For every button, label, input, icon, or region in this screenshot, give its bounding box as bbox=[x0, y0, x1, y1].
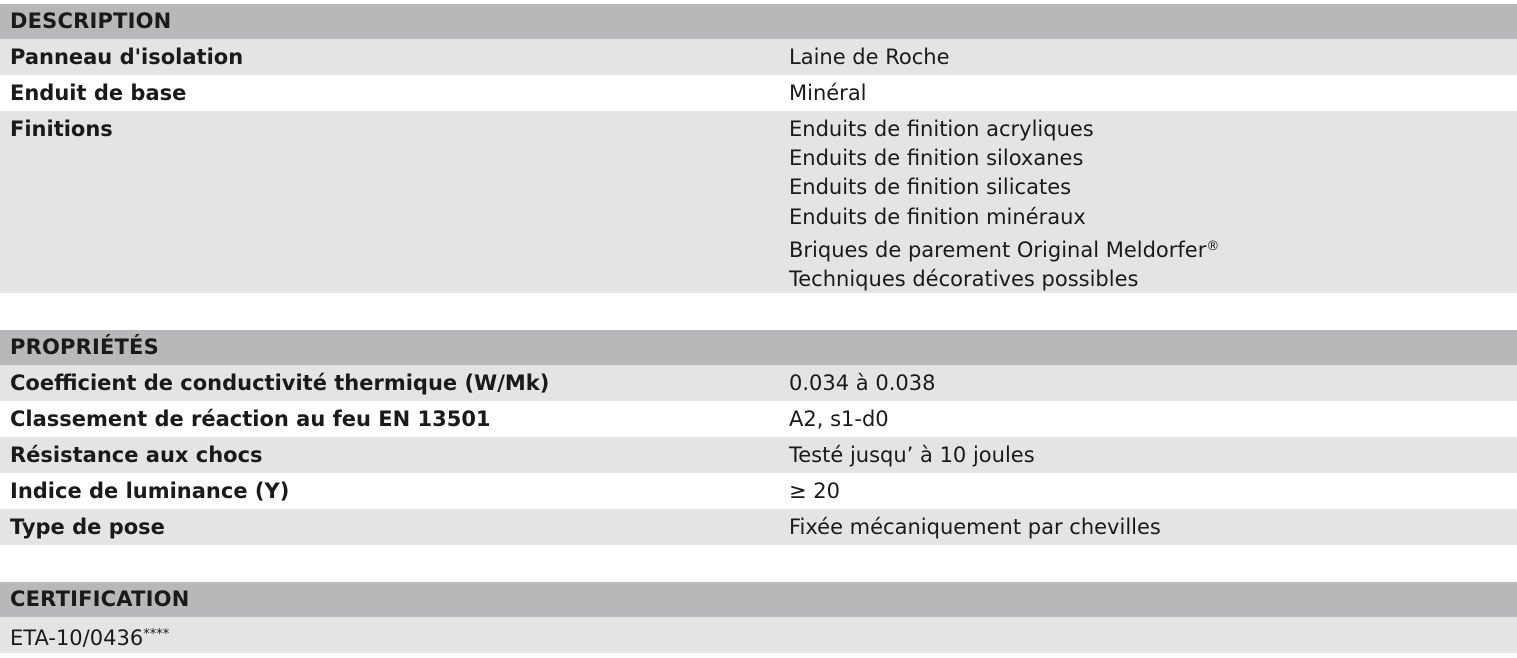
finitions-row bbox=[0, 111, 1517, 293]
row-label: Type de pose bbox=[10, 515, 165, 539]
table-row bbox=[0, 473, 1517, 509]
properties-section bbox=[0, 330, 1517, 545]
finition-item bbox=[789, 232, 1517, 265]
row-label: Classement de réaction au feu EN 13501 bbox=[10, 407, 491, 431]
table-row bbox=[0, 365, 1517, 401]
row-value: ≥ 20 bbox=[789, 479, 840, 503]
description-section bbox=[0, 4, 1517, 293]
finition-item: Techniques décoratives possibles bbox=[789, 267, 1139, 292]
row-value: Laine de Roche bbox=[789, 45, 950, 69]
certification-header: CERTIFICATION bbox=[0, 582, 1517, 617]
finition-item: Enduits de finition acryliques bbox=[789, 117, 1094, 141]
finition-item: Enduits de finition minéraux bbox=[789, 204, 1086, 229]
certification-row bbox=[0, 617, 1517, 653]
description-header: DESCRIPTION bbox=[0, 4, 1517, 39]
finition-item: Enduits de finition silicates bbox=[789, 175, 1072, 200]
row-label: Panneau d'isolation bbox=[10, 45, 244, 69]
finitions-values bbox=[789, 111, 1517, 293]
table-row bbox=[0, 39, 1517, 75]
table-row bbox=[0, 75, 1517, 111]
row-label: Coefficient de conductivité thermique (W/Mk) bbox=[10, 371, 550, 395]
properties-header: PROPRIÉTÉS bbox=[0, 330, 1517, 365]
finition-item-text: Briques de parement Original Meldorfer bbox=[789, 237, 1207, 262]
row-value: Testé jusqu’ à 10 joules bbox=[789, 443, 1035, 467]
row-value: Minéral bbox=[789, 81, 867, 105]
row-value: Fixée mécaniquement par chevilles bbox=[789, 515, 1161, 539]
finitions-label: Finitions bbox=[10, 117, 113, 141]
table-row bbox=[0, 509, 1517, 545]
finition-item: Enduits de finition siloxanes bbox=[789, 146, 1084, 171]
certification-value: ETA-10/0436 bbox=[10, 626, 144, 650]
row-label: Résistance aux chocs bbox=[10, 443, 263, 467]
row-label: Enduit de base bbox=[10, 81, 187, 105]
table-row bbox=[0, 401, 1517, 437]
table-row bbox=[0, 437, 1517, 473]
row-value: 0.034 à 0.038 bbox=[789, 371, 936, 395]
row-value: A2, s1-d0 bbox=[789, 407, 889, 431]
certification-section bbox=[0, 582, 1517, 653]
certification-suffix: **** bbox=[143, 627, 170, 642]
registered-mark: ® bbox=[1206, 238, 1220, 254]
row-label: Indice de luminance (Y) bbox=[10, 479, 290, 503]
